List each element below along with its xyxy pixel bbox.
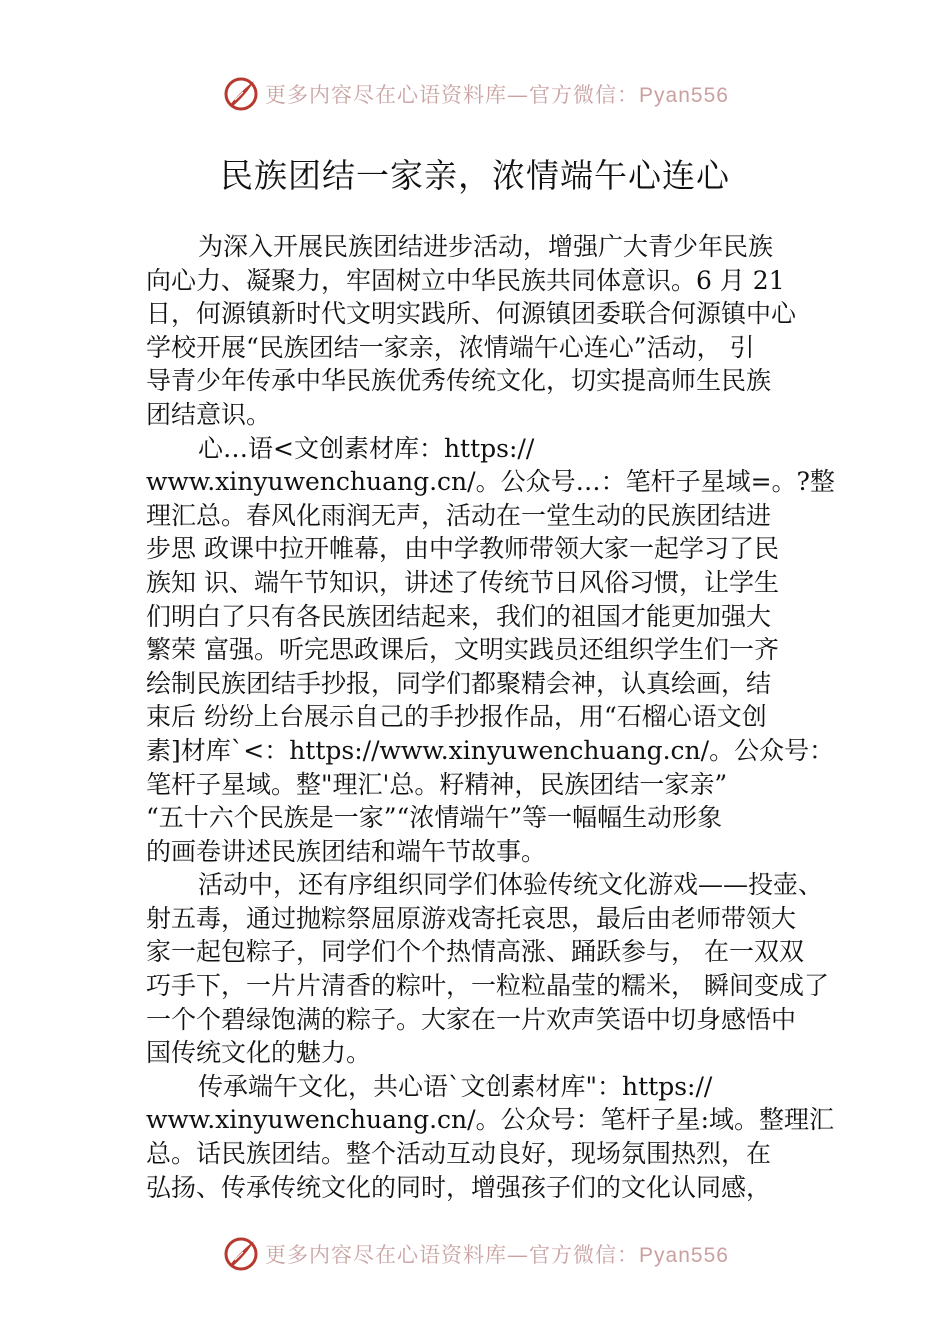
footer-watermark-banner [0, 1232, 950, 1276]
page-title: 民族团结一家亲，浓情端午心连心 [220, 156, 730, 195]
text-line: 巧手下，一片片清香的粽叶，一粒粒晶莹的糯米， 瞬间变成了 [146, 971, 829, 1001]
text-line: www.xinyuwenchuang.cn/。公众号…：笔杆子星域=。?整 [146, 467, 835, 497]
text-line: 向心力、凝聚力，牢固树立中华民族共同体意识。6 月 21 [146, 265, 785, 295]
text-line: 学校开展“民族团结一家亲，浓情端午心连心”活动， 引 [146, 332, 755, 362]
header-banner-wechat-id: Pyan556 [639, 84, 729, 107]
text-line: 繁荣 富强。听完思政课后，文明实践员还组织学生们一齐 [146, 635, 779, 665]
text-line: “五十六个民族是一家”“浓情端午”等一幅幅生动形象 [146, 803, 723, 833]
footer-banner-wechat-label: 官方微信： [529, 1243, 640, 1267]
article-body [146, 230, 835, 1204]
footer-banner-separator: — [507, 1243, 530, 1267]
text-line: 日，何源镇新时代文明实践所、何源镇团委联合何源镇中心 [146, 299, 797, 329]
text-line: 家一起包粽子，同学们个个热情高涨、踊跃参与， 在一双双 [146, 937, 804, 967]
header-banner-main: 更多内容尽在心语资料库 [265, 83, 508, 107]
text-line: 族知 识、端午节知识，讲述了传统节日风俗习惯，让学生 [146, 567, 779, 597]
text-line: 们明白了只有各民族团结起来，我们的祖国才能更加强大 [146, 601, 772, 631]
header-banner-separator: — [507, 83, 530, 107]
text-line: 团结意识。 [146, 399, 272, 429]
header-watermark-banner [0, 72, 950, 116]
text-line: 心…语<文创素材库：https:// [198, 433, 535, 463]
text-line: 的画卷讲述民族团结和端午节故事。 [146, 836, 547, 866]
text-line: 传承端午文化，共心语`文创素材库"：https:// [198, 1071, 713, 1101]
text-line: 活动中，还有序组织同学们体验传统文化游戏——投壶、 [198, 870, 824, 900]
text-line: 一个个碧绿饱满的粽子。大家在一片欢声笑语中切身感悟中 [146, 1004, 797, 1034]
text-line: 导青少年传承中华民族优秀传统文化，切实提高师生民族 [146, 366, 772, 396]
text-line: 步思 政课中拉开帷幕，由中学教师带领大家一起学习了民 [146, 534, 779, 564]
text-line: 为深入开展民族团结进步活动，增强广大青少年民族 [198, 232, 774, 261]
circular-feather-logo-icon [221, 1234, 261, 1274]
footer-banner-wechat-id: Pyan556 [639, 1244, 729, 1267]
text-line: 国传统文化的魅力。 [146, 1038, 372, 1068]
text-line: 射五毒，通过抛粽祭屈原游戏寄托哀思，最后由老师带领大 [146, 903, 797, 933]
text-line: 弘扬、传承传统文化的同时，增强孩子们的文化认同感， [146, 1172, 772, 1202]
footer-banner-main: 更多内容尽在心语资料库 [265, 1243, 508, 1267]
text-line: 理汇总。春风化雨润无声，活动在一堂生动的民族团结进 [146, 500, 772, 530]
header-banner-wechat-label: 官方微信： [529, 83, 640, 107]
text-line: 束后 纷纷上台展示自己的手抄报作品，用“石榴心语文创 [146, 702, 767, 732]
text-line: www.xinyuwenchuang.cn/。公众号：笔杆子星:域。整理汇 [146, 1105, 835, 1135]
text-line: 总。话民族团结。整个活动互动良好，现场氛围热烈，在 [146, 1139, 772, 1169]
text-line: 绘制民族团结手抄报，同学们都聚精会神，认真绘画，结 [146, 668, 772, 698]
text-line: 素]材库`<：https://www.xinyuwenchuang.cn/。公众号： [146, 735, 835, 765]
footer-banner-text [265, 1239, 729, 1269]
header-banner-text [265, 79, 729, 109]
circular-feather-logo-icon [221, 74, 261, 114]
text-line: 笔杆子星域。整"理汇'总。籽精神，民族团结一家亲” [146, 769, 728, 799]
